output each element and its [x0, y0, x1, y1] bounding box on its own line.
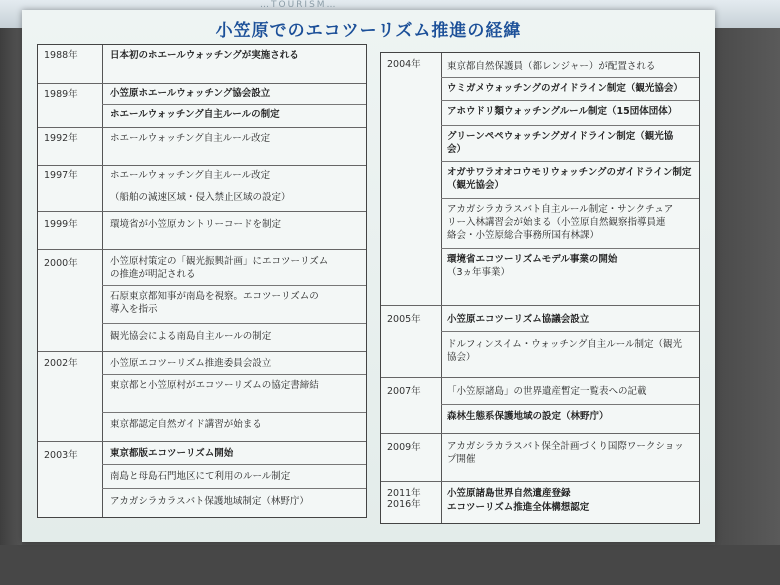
event-text: 小笠原村策定の「観光振興計画」にエコツーリズム — [110, 256, 329, 267]
table-row — [381, 53, 699, 305]
event-text: 小笠原エコツーリズム推進委員会設立 — [110, 358, 272, 369]
event-text: 東京都自然保護員（都レンジャー）が配置される — [447, 61, 656, 72]
event-divider — [102, 104, 366, 105]
event-text: （観光協会） — [447, 180, 505, 191]
slide-title: 小笠原でのエコツーリズム推進の経緯 — [215, 21, 522, 41]
event-text: 日本初のホエールウォッチングが実施される — [110, 50, 299, 61]
event-divider — [441, 77, 699, 78]
year-cell: 2004年 — [387, 59, 421, 70]
event-divider — [441, 404, 699, 405]
event-divider — [441, 331, 699, 332]
timeline-table-right — [380, 52, 700, 524]
event-text: 観光協会による南島自主ルールの制定 — [110, 331, 272, 342]
event-divider — [102, 374, 366, 375]
table-row — [381, 481, 699, 524]
event-text: 小笠原ホエールウォッチング協会設立 — [110, 88, 271, 99]
event-text: アホウドリ類ウォッチングルール制定（15団体団体） — [447, 106, 678, 117]
wall-sign: …TOURISM… — [260, 0, 338, 10]
timeline-table-left — [37, 44, 367, 518]
room-floor — [0, 545, 780, 585]
year-cell: 2000年 — [44, 258, 78, 269]
event-text: 森林生態系保護地域の設定（林野庁） — [447, 411, 609, 422]
event-text: 東京都版エコツーリズム開始 — [110, 448, 234, 459]
table-row — [38, 249, 366, 352]
event-text: 環境省エコツーリズムモデル事業の開始 — [447, 254, 618, 265]
year-cell: 2005年 — [387, 314, 421, 325]
event-text: ホエールウォッチング自主ルールの制定 — [110, 109, 280, 120]
table-row — [38, 83, 366, 128]
table-row — [381, 305, 699, 378]
event-divider — [102, 488, 366, 489]
event-divider — [441, 125, 699, 126]
year-cell: 2009年 — [387, 442, 421, 453]
table-row — [381, 433, 699, 482]
year-cell: 1992年 — [44, 133, 78, 144]
table-row — [38, 165, 366, 212]
event-divider — [102, 323, 366, 324]
year-cell: 2007年 — [387, 386, 421, 397]
table-row — [38, 351, 366, 442]
event-text: アカガシラカラスバト保全計画づくり国際ワークショッ — [447, 441, 684, 452]
table-row — [381, 377, 699, 434]
event-divider — [102, 412, 366, 413]
event-text: 小笠原諸島世界自然遺産登録 — [447, 488, 571, 499]
event-text: プ開催 — [447, 454, 476, 465]
projected-slide — [22, 10, 715, 542]
event-text: 「小笠原諸島」の世界遺産暫定一覧表への記載 — [447, 386, 647, 397]
event-divider — [441, 161, 699, 162]
event-text: ホエールウォッチング自主ルール改定 — [110, 133, 271, 144]
event-text: 南島と母島石門地区にて利用のルール制定 — [110, 471, 291, 482]
table-row — [38, 211, 366, 250]
event-text: 絡会・小笠原総合事務所国有林課） — [447, 230, 600, 241]
event-divider — [102, 464, 366, 465]
event-text: 環境省が小笠原カントリーコードを制定 — [110, 219, 282, 230]
event-text: アカガシラカラスバト保護地域制定（林野庁） — [110, 496, 309, 507]
table-row — [38, 441, 366, 518]
event-text: 東京都と小笠原村がエコツーリズムの協定書締結 — [110, 380, 319, 391]
room-right — [715, 28, 780, 585]
event-divider — [441, 198, 699, 199]
event-text: の推進が明記される — [110, 269, 196, 280]
event-text: ドルフィンスイム・ウォッチング自主ルール制定（観光 — [447, 339, 683, 350]
event-divider — [441, 100, 699, 101]
year-cell: 2002年 — [44, 358, 78, 369]
room-left — [0, 28, 22, 585]
year-cell: 2011年 2016年 — [387, 488, 421, 510]
table-row — [38, 127, 366, 166]
event-text: 東京都認定自然ガイド講習が始まる — [110, 419, 262, 430]
year-cell: 1997年 — [44, 170, 78, 181]
year-cell: 1999年 — [44, 219, 78, 230]
event-text: オガサワラオオコウモリウォッチングのガイドライン制定 — [447, 167, 692, 178]
event-divider — [441, 248, 699, 249]
event-text: 石原東京都知事が南島を視察。エコツーリズムの — [110, 291, 319, 302]
event-divider — [102, 285, 366, 286]
year-cell: 1988年 — [44, 50, 78, 61]
event-text: 導入を指示 — [110, 304, 158, 315]
event-text: 協会） — [447, 352, 476, 363]
event-text: ウミガメウォッチングのガイドライン制定（観光協会） — [447, 83, 683, 94]
event-text: エコツーリズム推進全体構想認定 — [447, 502, 590, 513]
event-text: 会） — [447, 144, 467, 155]
table-row — [38, 45, 366, 83]
event-text: リー入林講習会が始まる（小笠原自然観察指導員連 — [447, 217, 666, 228]
year-cell: 1989年 — [44, 89, 78, 100]
year-cell: 2003年 — [44, 450, 78, 461]
event-text: グリーンペペウォッチングガイドライン制定（観光協 — [447, 131, 674, 142]
event-text: アカガシラカラスバト自主ルール制定・サンクチュア — [447, 204, 674, 215]
event-text: ホエールウォッチング自主ルール改定 — [110, 170, 271, 181]
event-text: （船舶の減速区域・侵入禁止区域の設定） — [110, 192, 291, 203]
event-text: （3ヵ年事業） — [447, 267, 511, 278]
event-text: 小笠原エコツーリズム協議会設立 — [447, 314, 590, 325]
